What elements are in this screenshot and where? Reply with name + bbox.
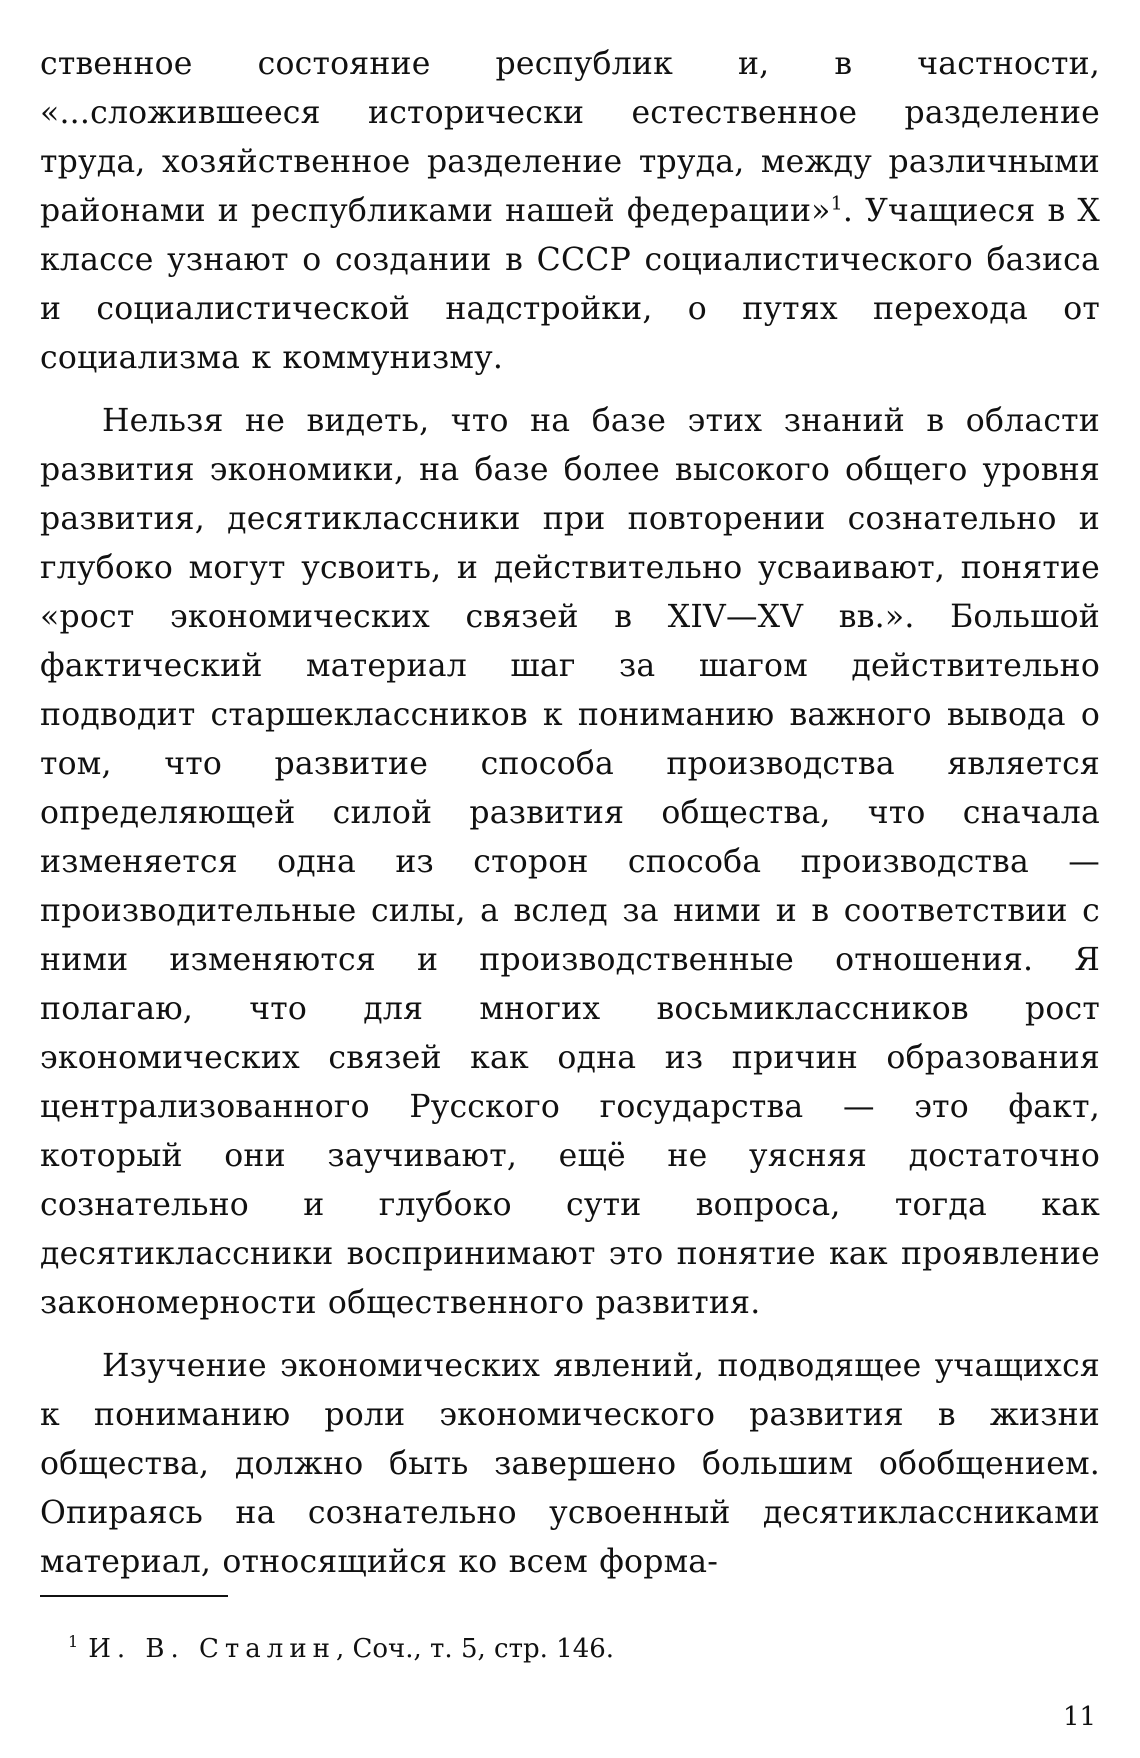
paragraph-3: Изучение экономических явлений, подводящее учащихся к пониманию роли экономического развития в жизни общества, должно быть завершено большим обобщением. Опираясь на сознательно усвоенный десятиклассниками материал, относящийся ко всем форма- bbox=[40, 1348, 1100, 1580]
page-body bbox=[40, 40, 1100, 1587]
paragraph-2: Нельзя не видеть, что на базе этих знаний в области развития экономики, на базе более высокого общего уровня развития, десятиклассники при повторении сознательно и глубоко могут усвоить, и действительно усваивают, понятие «рост экономических связей в XIV—XV вв.». Большой фактический материал шаг за шагом действительно подводит старшеклассников к пониманию важного вывода о том, что развитие способа производства является определяющей силой развития общества, что сначала изменяется одна из сторон способа производства — производительные силы, а вслед за ними и в соответствии с ними изменяются и производственные отношения. Я полагаю, что для многих восьмиклассников рост экономических связей как одна из причин образования централизованного Русского государства — это факт, который они заучивают, ещё не уясняя достаточно сознательно и глубоко сути вопроса, тогда как десятиклассники воспринимают это понятие как проявление закономерности общественного развития. bbox=[40, 403, 1100, 1321]
paragraph-1-text-continued: . Учащиеся в X классе узнают о создании в СССР социалистического базиса и социалистической надстройки, о путях перехода от социализма к коммунизму. bbox=[40, 193, 1100, 376]
footnote-marker: 1 bbox=[68, 1632, 79, 1652]
footnote-citation: , Соч., т. 5, стр. 146. bbox=[335, 1634, 615, 1664]
footnote bbox=[68, 1632, 614, 1666]
footnote-divider bbox=[40, 1595, 228, 1597]
paragraph-1-text: ственное состояние республик и, в частности, «...сложившееся исторически естественное разделение труда, хозяйственное разделение труда, между различными районами и республиками нашей федерации» bbox=[40, 46, 1100, 229]
footnote-reference: 1 bbox=[830, 192, 843, 215]
footnote-author: И. В. Сталин bbox=[88, 1634, 336, 1664]
page-number: 11 bbox=[1063, 1702, 1097, 1732]
paragraph-1 bbox=[40, 40, 1100, 383]
